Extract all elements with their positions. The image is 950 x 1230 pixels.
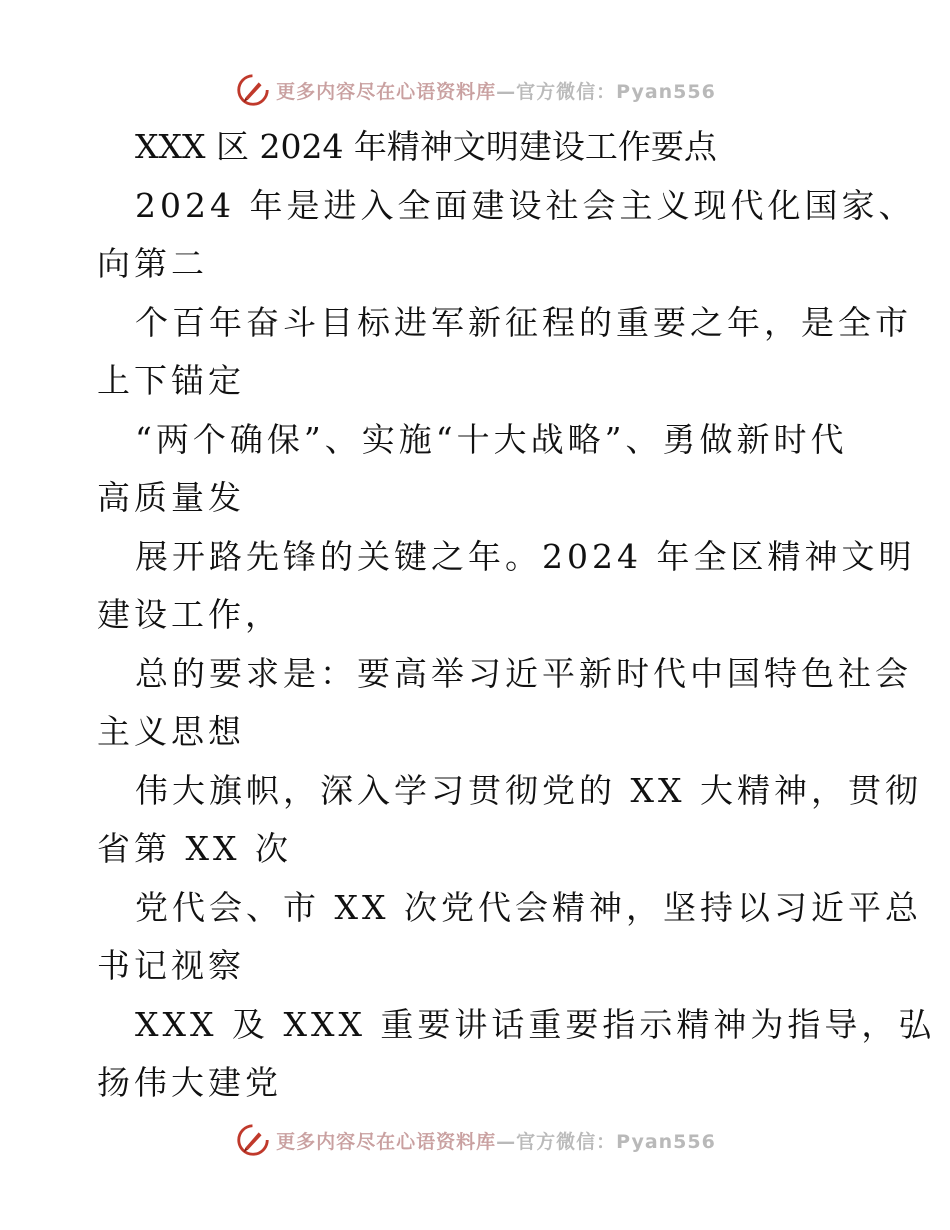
paragraph-line: 上下锚定	[97, 361, 245, 400]
paragraph-line: 主义思想	[97, 712, 245, 751]
paragraph-line: 扬伟大建党	[97, 1063, 282, 1102]
quill-pen-logo-icon	[234, 1121, 272, 1159]
paragraph-line: 向第二	[97, 244, 208, 283]
paragraph-line: 个百年奋斗目标进军新征程的重要之年，是全市	[135, 303, 912, 342]
paragraph-line: 高质量发	[97, 478, 245, 517]
banner-main-text: 更多内容尽在心语资料库	[276, 1130, 497, 1153]
banner-main-text: 更多内容尽在心语资料库	[276, 80, 497, 103]
paragraph-line: 2024 年是进入全面建设社会主义现代化国家、	[135, 186, 916, 225]
paragraph-line: 省第 XX 次	[97, 829, 292, 868]
header-banner-text	[276, 77, 716, 104]
banner-sub-text: —官方微信：Pyan556	[496, 80, 716, 103]
paragraph-line: 展开路先锋的关键之年。2024 年全区精神文明	[135, 537, 916, 576]
paragraph-line: 党代会、市 XX 次党代会精神，坚持以习近平总	[135, 888, 922, 927]
paragraph-line: 总的要求是：要高举习近平新时代中国特色社会	[135, 654, 912, 693]
paragraph-line: XXX 及 XXX 重要讲话重要指示精神为指导，弘	[135, 1005, 936, 1044]
banner-sub-text: —官方微信：Pyan556	[496, 1130, 716, 1153]
paragraph-line: 建设工作，	[97, 595, 282, 634]
paragraph-line: “两个确保”、实施“十大战略”、勇做新时代	[135, 420, 848, 459]
footer-banner-text	[276, 1127, 716, 1154]
document-title: XXX 区 2024 年精神文明建设工作要点	[135, 127, 717, 166]
footer-watermark-banner	[0, 1120, 950, 1160]
header-watermark-banner	[0, 70, 950, 110]
quill-pen-logo-icon	[234, 71, 272, 109]
paragraph-line: 书记视察	[97, 946, 245, 985]
paragraph-line: 伟大旗帜，深入学习贯彻党的 XX 大精神，贯彻	[135, 771, 922, 810]
